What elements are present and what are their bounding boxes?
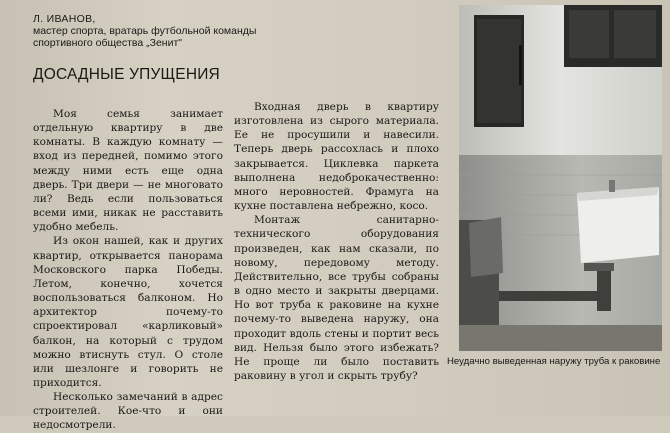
author-name: Л. ИВАНОВ, xyxy=(33,13,96,25)
paragraph: Входная дверь в квартиру изготовлена из сырого материала. Ее не просушили и навесили. Теперь дверь рассохлась и плохо закрывается. Циклевка паркета выполнена недоброкачественно: много неровностей. Фрамуга на кухне поставлена небрежно, косо. xyxy=(234,101,439,213)
paragraph: Из окон нашей, как и других квартир, открывается панорама Московского парка Победы. Летом, конечно, хочется воспользоваться балконом. Но архитектор почему-то спроектировал «карликовый» балкон, на который с трудом можно втиснуть стул. О столе или шезлонге и говорить не приходится. xyxy=(33,235,223,389)
paragraph: Монтаж санитарно-технического оборудования произведен, как нам сказали, по новому, передовому методу. Действительно, все трубы собраны в одно место и закрыты дверцами. Но вот труба к раковине на кухне почему-то выведена наружу, она проходит вдоль стены и портит весь вид. Нельзя было этого избежать? Не проще ли было поставить раковину в угол и скрыть трубу? xyxy=(234,214,439,382)
paragraph: Моя семья занимает отдельную квартиру в две комнаты. В каждую комнату — вход из передней, помимо этого между ними есть еще одна дверь. Три двери — не многовато ли? Ведь если пользоваться всеми ими, никак не расставить удобно мебель. xyxy=(33,108,223,234)
text-column-2 xyxy=(234,100,439,383)
text-column-1 xyxy=(33,107,223,433)
photo-caption: Неудачно выведенная наружу труба к раковине xyxy=(447,356,661,367)
author-title-line2: спортивного общества „Зенит" xyxy=(33,37,182,49)
kitchen-sink-photo xyxy=(459,5,662,351)
author-block xyxy=(33,13,313,49)
article-title: ДОСАДНЫЕ УПУЩЕНИЯ xyxy=(33,66,220,83)
paragraph: Несколько замечаний в адрес строителей. Кое-что и они недосмотрели. xyxy=(33,391,223,432)
author-title-line1: мастер спорта, вратарь футбольной команды xyxy=(33,25,257,37)
